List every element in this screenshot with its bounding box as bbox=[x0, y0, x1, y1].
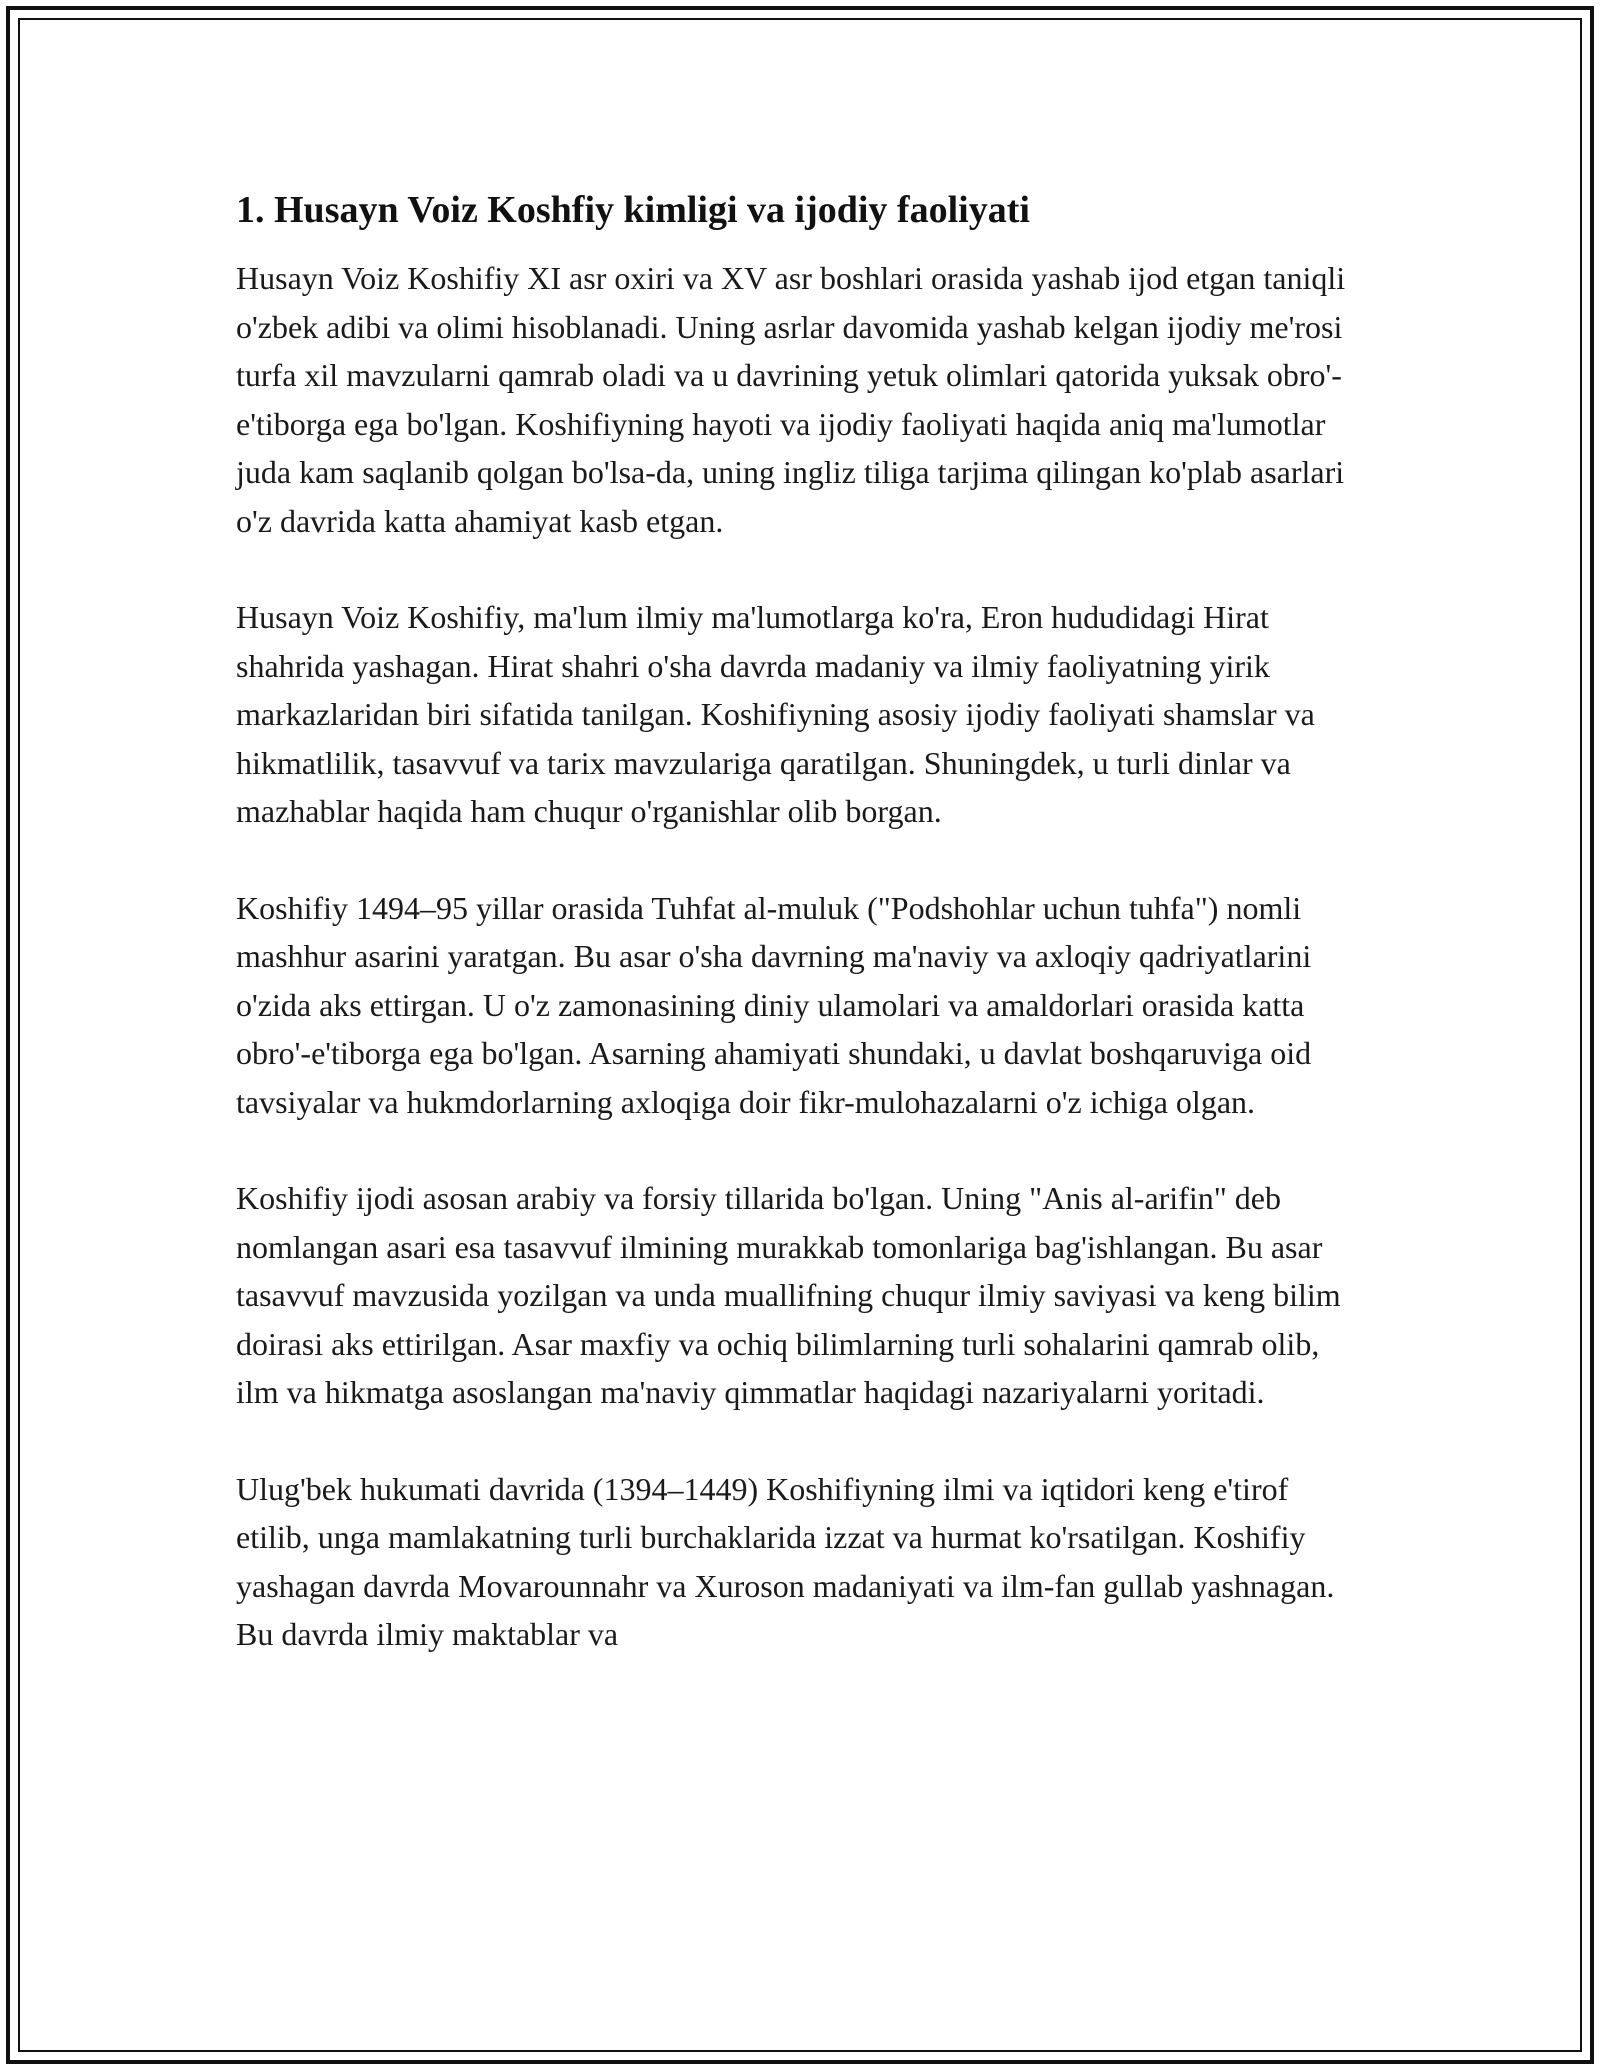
section-heading: 1. Husayn Voiz Koshfiy kimligi va ijodiy faoliyati bbox=[236, 189, 1030, 231]
paragraph-1: Husayn Voiz Koshifiy XI asr oxiri va XV asr boshlari orasida yashab ijod etgan taniqli o'zbek adibi va olimi hisoblanadi. Uning asrlar davomida yashab kelgan ijodiy me'rosi turfa xil mavzularni qamrab oladi va u davrining yetuk olimlari qatorida yuksak obro'-e'tiborga ega bo'lgan. Koshifiyning hayoti va ijodiy faoliyati haqida aniq ma'lumotlar juda kam saqlanib qolgan bo'lsa-da, uning ingliz tiliga tarjima qilingan ko'plab asarlari o'z davrida katta ahamiyat kasb etgan. bbox=[236, 260, 1346, 539]
document-body bbox=[236, 186, 1366, 1707]
paragraph-2: Husayn Voiz Koshifiy, ma'lum ilmiy ma'lumotlarga ko'ra, Eron hududidagi Hirat shahrida yashagan. Hirat shahri o'sha davrda madaniy va ilmiy faoliyatning yirik markazlaridan biri sifatida tanilgan. Koshifiyning asosiy ijodiy faoliyati shamslar va hikmatlilik, tasavvuf va tarix mavzulariga qaratilgan. Shuningdek, u turli dinlar va mazhablar haqida ham chuqur o'rganishlar olib borgan. bbox=[236, 599, 1315, 829]
paragraph-3: Koshifiy 1494–95 yillar orasida Tuhfat al-muluk ("Podshohlar uchun tuhfa") nomli mashhur asarini yaratgan. Bu asar o'sha davrning ma'naviy va axloqiy qadriyatlarini o'zida aks ettirgan. U o'z zamonasining diniy ulamolari va amaldorlari orasida katta obro'-e'tiborga ega bo'lgan. Asarning ahamiyati shundaki, u davlat boshqaruviga oid tavsiyalar va hukmdorlarning axloqiga doir fikr-mulohazalarni o'z ichiga olgan. bbox=[236, 889, 1312, 1120]
paragraph-5: Ulug'bek hukumati davrida (1394–1449) Koshifiyning ilmi va iqtidori keng e'tirof etilib, unga mamlakatning turli burchaklarida izzat va hurmat ko'rsatilgan. Koshifiy yashagan davrda Movarounnahr va Xuroson madaniyati va ilm-fan gullab yashnagan. Bu davrda ilmiy maktablar va bbox=[236, 1470, 1335, 1652]
paragraph-4: Koshifiy ijodi asosan arabiy va forsiy tillarida bo'lgan. Uning "Anis al-arifin" deb nomlangan asari esa tasavvuf ilmining murakkab tomonlariga bag'ishlangan. Bu asar tasavvuf mavzusida yozilgan va unda muallifning chuqur ilmiy saviyasi va keng bilim doirasi aks ettirilgan. Asar maxfiy va ochiq bilimlarning turli sohalarini qamrab olib, ilm va hikmatga asoslangan ma'naviy qimmatlar haqidagi nazariyalarni yoritadi. bbox=[236, 1180, 1341, 1410]
